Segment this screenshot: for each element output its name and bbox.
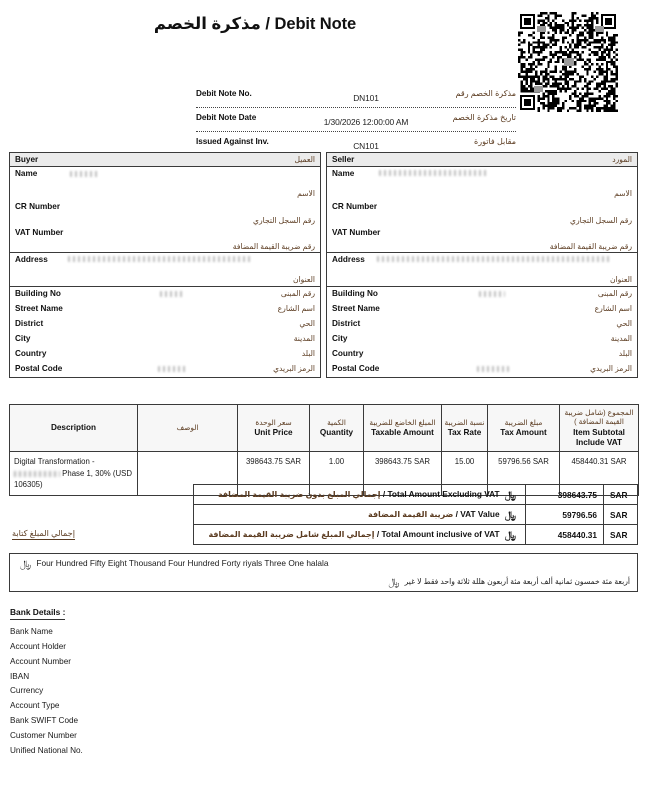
seller-building-value-redacted bbox=[479, 291, 505, 297]
amount-in-words-label: إجمالي المبلغ كتابة bbox=[12, 529, 76, 538]
seller-field-row bbox=[327, 332, 637, 347]
amount-in-words-box bbox=[9, 553, 638, 592]
title-area bbox=[0, 14, 510, 34]
riyal-symbol-icon: ﷼ bbox=[20, 559, 32, 570]
buyer-heading bbox=[10, 153, 320, 167]
totals-table bbox=[193, 484, 638, 545]
bank-row-swift-code: Bank SWIFT Code bbox=[10, 716, 79, 726]
total-row-vat-value bbox=[194, 505, 638, 525]
seller-name-value-redacted bbox=[379, 170, 487, 176]
seller-field-row bbox=[327, 287, 637, 302]
buyer-vat-row bbox=[10, 226, 320, 252]
col-quantity bbox=[310, 405, 364, 452]
bank-row-account-type: Account Type bbox=[10, 701, 60, 711]
seller-heading-en: Seller bbox=[332, 154, 355, 164]
buyer-building-label-en: Building No bbox=[15, 289, 61, 298]
col-tax-rate-en: Tax Rate bbox=[447, 428, 482, 437]
total-separator: / bbox=[455, 508, 458, 519]
riyal-symbol-icon: ﷼ bbox=[504, 529, 516, 541]
seller-country-label-ar: البلد bbox=[618, 349, 632, 358]
col-tax-amount-en: Tax Amount bbox=[500, 428, 547, 437]
buyer-name-label-en: Name bbox=[15, 169, 38, 178]
col-description bbox=[10, 405, 138, 452]
col-item-subtotal-en: Item Subtotal Include VAT bbox=[573, 427, 625, 447]
meta-label-ar: مذكرة الخصم رقم bbox=[455, 89, 516, 98]
total-label-ar: إجمالي المبلغ شامل ضريبة القيمة المضافة bbox=[208, 529, 375, 539]
total-label-en: VAT Value bbox=[460, 508, 500, 519]
items-header-row bbox=[10, 405, 639, 452]
total-row-excluding-vat bbox=[194, 485, 638, 505]
col-unit-price-ar: سعر الوحدة bbox=[255, 417, 292, 427]
buyer-address-label-ar: العنوان bbox=[293, 275, 315, 284]
buyer-country-label-en: Country bbox=[15, 349, 47, 358]
document-meta bbox=[196, 84, 516, 155]
total-label-en: Total Amount Excluding VAT bbox=[387, 488, 500, 499]
parties-section bbox=[9, 152, 638, 378]
cell-taxable-amount: 398643.75 SAR bbox=[364, 452, 442, 496]
seller-vat-label-en: VAT Number bbox=[332, 228, 381, 237]
col-tax-rate bbox=[442, 405, 488, 452]
seller-box bbox=[326, 152, 638, 378]
seller-address-label-ar: العنوان bbox=[610, 275, 632, 284]
seller-fields-group bbox=[327, 287, 637, 377]
col-description-ar bbox=[138, 405, 238, 452]
buyer-street-label-en: Street Name bbox=[15, 304, 63, 313]
buyer-field-row bbox=[10, 332, 320, 347]
bank-details-title: Bank Details : bbox=[10, 607, 65, 620]
seller-address-group bbox=[327, 253, 637, 287]
meta-label-ar: مقابل فاتورة bbox=[474, 137, 516, 146]
description-line-3: 106305) bbox=[14, 480, 43, 490]
total-amount-excluding-vat: 398643.75 bbox=[526, 485, 604, 505]
total-label-vat-value bbox=[194, 505, 526, 525]
buyer-address-label-en: Address bbox=[15, 255, 48, 264]
meta-label-en: Issued Against Inv. bbox=[196, 137, 269, 146]
buyer-city-label-ar: المدينة bbox=[293, 334, 315, 343]
total-separator: / bbox=[376, 528, 380, 539]
total-currency-excluding-vat: SAR bbox=[604, 485, 638, 505]
buyer-identity-group bbox=[10, 167, 320, 253]
cell-quantity: 1.00 bbox=[310, 452, 364, 496]
cell-description bbox=[10, 452, 138, 496]
seller-street-label-ar: اسم الشارع bbox=[594, 304, 632, 313]
seller-field-row bbox=[327, 362, 637, 377]
buyer-district-label-ar: الحي bbox=[299, 319, 315, 328]
bank-details-section bbox=[10, 602, 270, 758]
bank-row-iban: IBAN bbox=[10, 671, 30, 681]
meta-label-ar: تاريخ مذكرة الخصم bbox=[452, 113, 516, 122]
total-currency-inclusive-vat: SAR bbox=[604, 525, 638, 545]
seller-name-row bbox=[327, 167, 637, 200]
col-taxable-amount-ar: المبلغ الخاضع للضريبة bbox=[369, 417, 436, 427]
meta-value: CN101 bbox=[353, 141, 379, 151]
total-separator: / bbox=[382, 488, 386, 499]
buyer-vat-label-ar: رقم ضريبة القيمة المضافة bbox=[232, 242, 315, 251]
seller-building-label-ar: رقم المبنى bbox=[597, 289, 632, 298]
buyer-country-label-ar: البلد bbox=[301, 349, 315, 358]
riyal-symbol-icon: ﷼ bbox=[504, 509, 516, 521]
bank-row-bank-name: Bank Name bbox=[10, 627, 53, 637]
amount-in-words-en: Four Hundred Fifty Eight Thousand Four Hundred Forty riyals Three One halala bbox=[36, 558, 329, 568]
seller-heading-ar: المورد bbox=[612, 154, 632, 164]
buyer-vat-label-en: VAT Number bbox=[15, 228, 64, 237]
total-amount-vat-value: 59796.56 bbox=[526, 505, 604, 525]
seller-district-label-ar: الحي bbox=[616, 319, 632, 328]
col-taxable-amount-en: Taxable Amount bbox=[371, 428, 434, 437]
seller-city-label-en: City bbox=[332, 334, 348, 343]
seller-postal-value-redacted bbox=[477, 366, 509, 372]
bank-row-account-holder: Account Holder bbox=[10, 642, 66, 652]
line-items-table bbox=[9, 404, 639, 496]
total-row-inclusive-vat bbox=[194, 525, 638, 545]
buyer-box bbox=[9, 152, 321, 378]
riyal-symbol-icon: ﷼ bbox=[388, 577, 400, 588]
seller-name-label-ar: الاسم bbox=[614, 189, 632, 198]
seller-vat-label-ar: رقم ضريبة القيمة المضافة bbox=[549, 242, 632, 251]
seller-building-label-en: Building No bbox=[332, 289, 378, 298]
meta-row bbox=[196, 107, 516, 131]
seller-city-label-ar: المدينة bbox=[610, 334, 632, 343]
buyer-field-row bbox=[10, 317, 320, 332]
col-description-ar-label: الوصف bbox=[176, 423, 199, 433]
qr-code-icon bbox=[518, 12, 618, 112]
buyer-field-row bbox=[10, 362, 320, 377]
seller-cr-label-en: CR Number bbox=[332, 202, 378, 211]
col-tax-amount bbox=[488, 405, 560, 452]
buyer-heading-en: Buyer bbox=[15, 154, 39, 164]
col-taxable-amount bbox=[364, 405, 442, 452]
seller-vat-row bbox=[327, 226, 637, 252]
cell-unit-price: 398643.75 SAR bbox=[238, 452, 310, 496]
meta-label-en: Debit Note Date bbox=[196, 113, 257, 122]
buyer-field-row bbox=[10, 287, 320, 302]
buyer-street-label-ar: اسم الشارع bbox=[277, 304, 315, 313]
seller-district-label-en: District bbox=[332, 319, 361, 328]
buyer-district-label-en: District bbox=[15, 319, 44, 328]
cell-item-subtotal: 458440.31 SAR bbox=[560, 452, 639, 496]
meta-value: DN101 bbox=[353, 93, 379, 103]
seller-address-row bbox=[327, 253, 637, 286]
buyer-cr-row bbox=[10, 200, 320, 226]
buyer-cr-label-ar: رقم السجل التجاري bbox=[253, 216, 315, 225]
buyer-postal-label-en: Postal Code bbox=[15, 364, 63, 373]
meta-value: 1/30/2026 12:00:00 AM bbox=[323, 117, 409, 127]
bank-row-currency: Currency bbox=[10, 686, 44, 696]
page-title: مذكرة الخصم / Debit Note bbox=[153, 15, 357, 33]
buyer-address-row bbox=[10, 253, 320, 286]
total-label-inclusive-vat bbox=[194, 525, 526, 545]
meta-row bbox=[196, 84, 516, 107]
cell-tax-rate: 15.00 bbox=[442, 452, 488, 496]
bank-row-unified-national: Unified National No. bbox=[10, 745, 83, 755]
col-item-subtotal-ar: المجموع (شامل ضريبة القيمة المضافة ) bbox=[564, 408, 634, 427]
buyer-name-value-redacted bbox=[70, 171, 100, 177]
seller-identity-group bbox=[327, 167, 637, 253]
col-tax-amount-ar: مبلغ الضريبة bbox=[504, 417, 543, 427]
buyer-city-label-en: City bbox=[15, 334, 31, 343]
col-quantity-ar: الكمية bbox=[327, 417, 346, 427]
amount-in-words-en-line bbox=[17, 558, 630, 571]
seller-cr-row bbox=[327, 200, 637, 226]
seller-heading bbox=[327, 153, 637, 167]
seller-name-label-en: Name bbox=[332, 169, 355, 178]
buyer-field-row bbox=[10, 347, 320, 362]
buyer-field-row bbox=[10, 302, 320, 317]
buyer-address-value-redacted bbox=[68, 256, 253, 262]
total-label-excluding-vat bbox=[194, 485, 526, 505]
buyer-heading-ar: العميل bbox=[294, 154, 315, 164]
buyer-address-group bbox=[10, 253, 320, 287]
buyer-postal-label-ar: الرمز البريدي bbox=[273, 364, 315, 373]
description-line-1: Digital Transformation - bbox=[14, 457, 95, 466]
seller-street-label-en: Street Name bbox=[332, 304, 380, 313]
seller-postal-label-en: Postal Code bbox=[332, 364, 380, 373]
buyer-name-row bbox=[10, 167, 320, 200]
total-currency-vat-value: SAR bbox=[604, 505, 638, 525]
buyer-name-label-ar: الاسم bbox=[297, 189, 315, 198]
bank-row-customer-number: Customer Number bbox=[10, 730, 77, 740]
riyal-symbol-icon: ﷼ bbox=[504, 489, 516, 501]
cell-tax-amount: 59796.56 SAR bbox=[488, 452, 560, 496]
col-tax-rate-ar: نسبة الضريبة bbox=[444, 417, 485, 427]
seller-field-row bbox=[327, 317, 637, 332]
buyer-cr-label-en: CR Number bbox=[15, 202, 61, 211]
total-amount-inclusive-vat: 458440.31 bbox=[526, 525, 604, 545]
amount-in-words-ar: أربعة مئة خمسون ثمانية ألف أربعة مئة أربعون هللة ثلاثة واحد فقط لا غير bbox=[404, 577, 630, 586]
seller-address-label-en: Address bbox=[332, 255, 365, 264]
col-unit-price bbox=[238, 405, 310, 452]
amount-in-words-ar-line bbox=[17, 576, 630, 589]
buyer-fields-group bbox=[10, 287, 320, 377]
bank-row-account-number: Account Number bbox=[10, 656, 71, 666]
buyer-building-value-redacted bbox=[160, 291, 184, 297]
seller-address-value-redacted bbox=[377, 256, 612, 262]
seller-field-row bbox=[327, 347, 637, 362]
seller-field-row bbox=[327, 302, 637, 317]
buyer-postal-value-redacted bbox=[158, 366, 188, 372]
buyer-building-label-ar: رقم المبنى bbox=[280, 289, 315, 298]
col-description-en: Description bbox=[50, 423, 97, 433]
total-label-en: Total Amount inclusive of VAT bbox=[381, 528, 500, 539]
col-item-subtotal bbox=[560, 405, 639, 452]
total-label-ar: إجمالي المبلغ بدون ضريبة القيمة المضافة bbox=[218, 489, 381, 499]
seller-cr-label-ar: رقم السجل التجاري bbox=[570, 216, 632, 225]
description-line-2-redacted bbox=[14, 471, 60, 477]
col-unit-price-en: Unit Price bbox=[254, 428, 293, 437]
seller-country-label-en: Country bbox=[332, 349, 364, 358]
total-label-ar: ضريبة القيمة المضافة bbox=[367, 509, 454, 519]
description-line-2: Phase 1, 30% (USD bbox=[62, 468, 132, 478]
seller-postal-label-ar: الرمز البريدي bbox=[590, 364, 632, 373]
col-quantity-en: Quantity bbox=[319, 428, 354, 437]
meta-label-en: Debit Note No. bbox=[196, 89, 252, 98]
